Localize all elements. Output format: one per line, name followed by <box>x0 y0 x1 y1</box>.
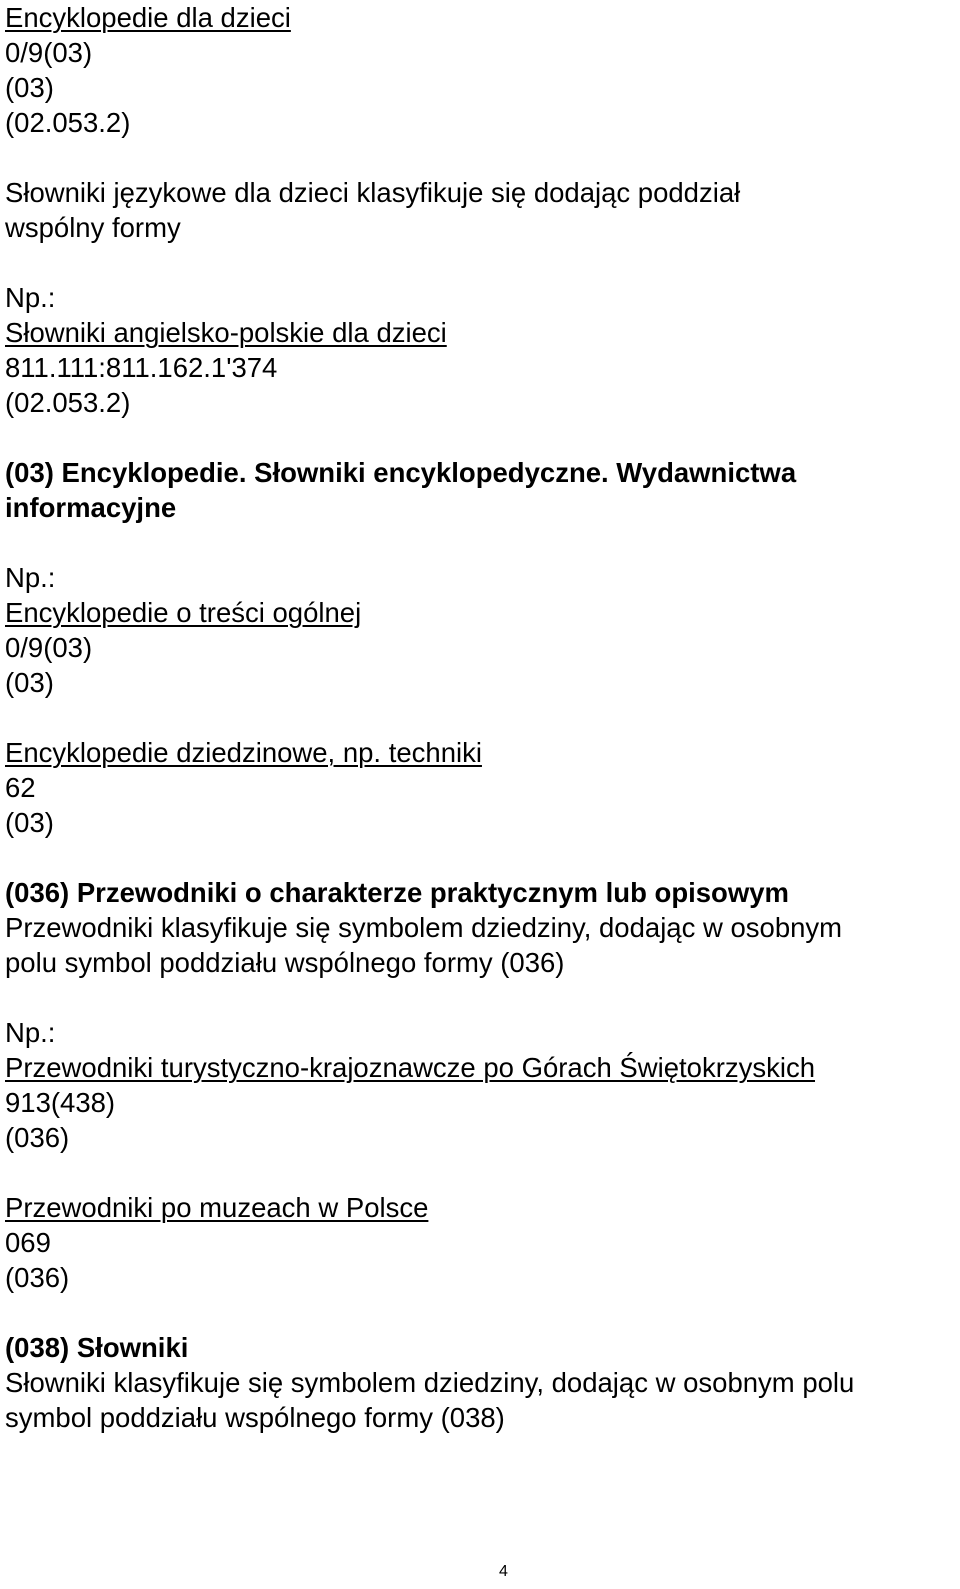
section-heading: informacyjne <box>5 492 177 523</box>
example-title: Encyklopedie dla dzieci <box>5 2 291 33</box>
spacer <box>5 525 955 560</box>
document-page <box>5 0 955 1435</box>
example-title: Przewodniki turystyczno-krajoznawcze po Górach Świętokrzyskich <box>5 1052 816 1083</box>
classification-code: (03) <box>5 72 54 103</box>
section-example-field-encyclopedias <box>5 735 955 840</box>
classification-code: 0/9(03) <box>5 632 93 663</box>
spacer <box>5 140 955 175</box>
classification-code: 0/9(03) <box>5 37 93 68</box>
body-text: Przewodniki klasyfikuje się symbolem dziedziny, dodając w osobnym <box>5 912 843 943</box>
classification-code: (02.053.2) <box>5 107 131 138</box>
spacer <box>5 420 955 455</box>
classification-code: (03) <box>5 667 54 698</box>
section-heading: (03) Encyklopedie. Słowniki encyklopedyczne. Wydawnictwa <box>5 457 797 488</box>
body-text: symbol poddziału wspólnego formy (038) <box>5 1402 505 1433</box>
section-example-museum-guides <box>5 1190 955 1295</box>
spacer <box>5 245 955 280</box>
body-text: Słowniki klasyfikuje się symbolem dziedziny, dodając w osobnym polu <box>5 1367 855 1398</box>
classification-code: (03) <box>5 807 54 838</box>
example-title: Encyklopedie o treści ogólnej <box>5 597 362 628</box>
example-title: Słowniki angielsko-polskie dla dzieci <box>5 317 447 348</box>
classification-code: 62 <box>5 772 36 803</box>
body-text: polu symbol poddziału wspólnego formy (036) <box>5 947 565 978</box>
classification-code: 913(438) <box>5 1087 116 1118</box>
spacer <box>5 1295 955 1330</box>
example-label: Np.: <box>5 282 56 313</box>
section-heading: (038) Słowniki <box>5 1332 189 1363</box>
classification-code: (02.053.2) <box>5 387 131 418</box>
section-example-general-encyclopedias <box>5 560 955 700</box>
spacer <box>5 700 955 735</box>
section-heading-038 <box>5 1330 955 1435</box>
section-example-dictionaries <box>5 280 955 420</box>
classification-code: (036) <box>5 1262 70 1293</box>
example-title: Przewodniki po muzeach w Polsce <box>5 1192 429 1223</box>
classification-code: 069 <box>5 1227 51 1258</box>
classification-code: (036) <box>5 1122 70 1153</box>
example-title: Encyklopedie dziedzinowe, np. techniki <box>5 737 482 768</box>
example-label: Np.: <box>5 1017 56 1048</box>
section-example-tourist-guides <box>5 1015 955 1155</box>
spacer <box>5 840 955 875</box>
example-label: Np.: <box>5 562 56 593</box>
body-text: wspólny formy <box>5 212 181 243</box>
section-heading-036 <box>5 875 955 980</box>
page-number: 4 <box>499 1563 508 1580</box>
section-heading: (036) Przewodniki o charakterze praktycznym lub opisowym <box>5 877 789 908</box>
spacer <box>5 980 955 1015</box>
body-text: Słowniki językowe dla dzieci klasyfikuje się dodając poddział <box>5 177 741 208</box>
section-language-dictionaries-note <box>5 175 955 245</box>
spacer <box>5 1155 955 1190</box>
section-children-encyclopedias <box>5 0 955 140</box>
section-heading-03 <box>5 455 955 525</box>
classification-code: 811.111:811.162.1'374 <box>5 352 278 383</box>
